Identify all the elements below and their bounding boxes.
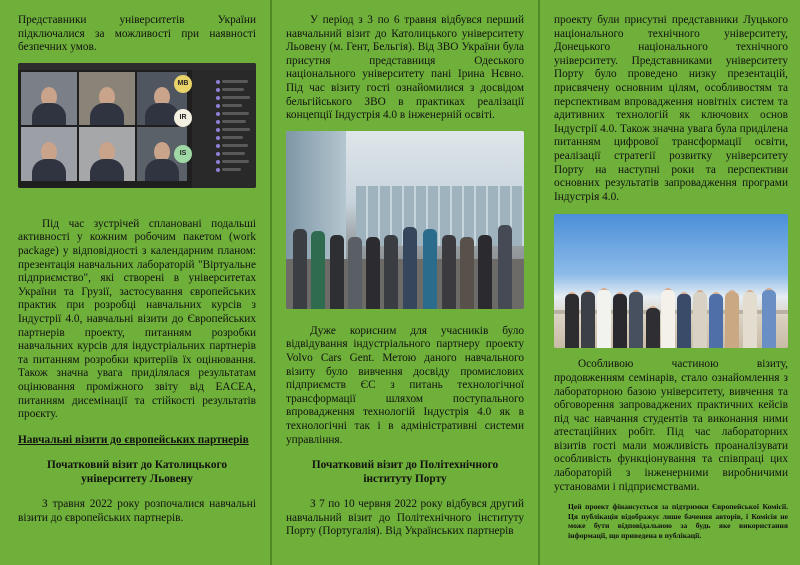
group-photo-porto bbox=[554, 214, 788, 348]
volvo-paragraph: Дуже корисним для учасників було відвідування індустріального партнеру проекту Volvo Cars Gent. Метою даного навчального візиту було вивчення досвіду промислових підприємств ЄС з питань технологічної трансформації шляхом поступального впровадження технологій Індустрія 4.0 як в технологічні так і в адміністративні системи управління. bbox=[286, 324, 524, 446]
avatar: IR bbox=[174, 109, 192, 127]
participant-tile bbox=[79, 72, 135, 125]
leuven-visit-heading: Початковий візит до Католицького університету Льовену bbox=[46, 459, 228, 485]
column-right bbox=[544, 0, 798, 565]
intro-paragraph: Представники університетів України підключалися за можливості при наявності безпечних умов. bbox=[18, 14, 256, 54]
window-titlebar bbox=[18, 63, 256, 70]
column-left bbox=[8, 0, 266, 565]
avatar: IS bbox=[174, 145, 192, 163]
participant-tile bbox=[21, 72, 77, 125]
continuation-paragraph: проекту були присутні представники Луцького національного технічного університету, Донецького національного технічного університету. Представниками університету Порту було проведено низку презентацій, присвячену основним цілям, особливостям та перспективам впровадження новітніх систем та адитивних технологій як ключових основ Індустрії 4.0. Також значна увага була приділена питанням цифрової трансформації освіти, реалізації стратегії розвитку університету Порту на наступні роки та перспективи основних результатів запровадження програми Індустрія 4.0. bbox=[554, 14, 788, 203]
column-middle bbox=[276, 0, 534, 565]
participant-tile bbox=[21, 127, 77, 181]
video-call-screenshot bbox=[18, 63, 256, 188]
may-paragraph: З травня 2022 року розпочалися навчальні візити до європейських партнерів. bbox=[18, 498, 256, 525]
participants-panel bbox=[192, 70, 256, 188]
porto-visit-heading: Початковий візит до Політехнічного інституту Порту bbox=[311, 459, 499, 485]
funding-disclaimer: Цей проект фінансується за підтримки Європейської Комісії. Ця публікація відображує лише бачення авторів, і Комісія не може бути відповідальною за будь яке використання інформації, що приведена в публікації. bbox=[568, 502, 788, 541]
seminars-paragraph: Особливою частиною візиту, продовженням семінарів, стало ознайомлення з лабораторною базою університету, вивчення та обговорення запроваджених практичних кейсів під час навчання студентів та виконання ними атестаційних робіт. Під час лабораторних візитів гості мали можливість проаналізувати особливість функціонування та співпраці цих лабораторій з інженерними виробничими установами і підприємствами. bbox=[554, 358, 788, 493]
meetings-paragraph: Під час зустрічей сплановані подальші активності у кожним робочим пакетом (work package) у відповідності з календарним планом: презентація навчальних лабораторій "Віртуальне підприємство", які створені в університетах України та Грузії, застосування європейських практик при розробці навчальних курсів з Індустрії 4.0, навчальні візити до Європейських партнерів проекту, питанням розробки навчальних курсів для індустріальних партнерів та питанням розробки критеріїв їх оцінювання. Також значна увага приділялася результатам оцінювання проміжного звіту від EACEA, питанням дисемінації та стійкості результатів проєкту. bbox=[18, 217, 256, 421]
june-paragraph: З 7 по 10 червня 2022 року відбувся другий навчальний візит до Політехнічного інституту Порту (Португалія). Від Українських партнерів bbox=[286, 498, 524, 538]
section-heading-visits: Навчальні візити до європейських партнерів bbox=[18, 433, 249, 446]
first-visit-paragraph: У період з 3 по 6 травня відбувся перший навчальний візит до Католицького університету Льовену (м. Гент, Бельгія). Від ЗВО України була присутня представниця Одеського національного університету пані Ірина Нєвно. Під час візиту гості ознайомилися з досвідом бельгійського ЗВО в практиках реалізації концепції Індустрія 4.0 в інженерній освіті. bbox=[286, 14, 524, 122]
column-divider bbox=[538, 0, 540, 565]
participant-tile bbox=[79, 127, 135, 181]
column-divider bbox=[270, 0, 272, 565]
group-photo-leuven bbox=[286, 131, 524, 309]
avatar: MB bbox=[174, 75, 192, 93]
